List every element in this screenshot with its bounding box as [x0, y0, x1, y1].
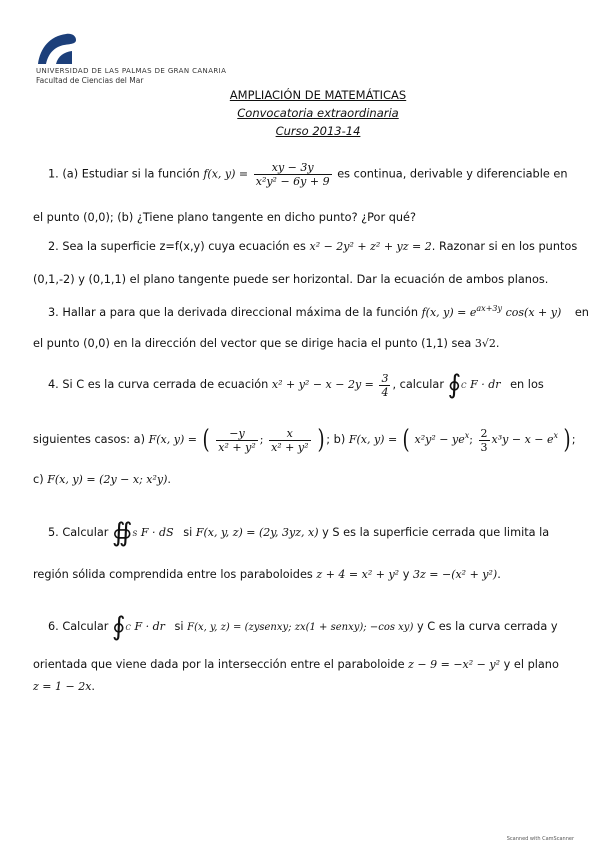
exam-subtitle: Convocatoria extraordinaria	[237, 106, 399, 120]
p1-lead: 1. (a) Estudiar si la función	[48, 167, 200, 181]
p5-and: y	[402, 568, 410, 581]
contour-integral-icon: ∮	[112, 612, 126, 642]
problem-3-line-1	[48, 304, 589, 319]
p4-a-num2: x	[269, 427, 310, 441]
p4-lead: 4. Si C es la curva cerrada de ecuación	[48, 378, 269, 391]
p5-si: si	[183, 526, 193, 539]
p4-b-sep: ;	[469, 433, 473, 446]
problem-5-line-1	[48, 518, 549, 548]
problem-6-line-1	[48, 612, 558, 642]
p4-b-part1: x²y² − ye	[414, 433, 465, 446]
p4-b-num: 2	[480, 426, 488, 440]
p5-integrand: F · dS	[140, 526, 174, 539]
problem-6-line-3	[33, 680, 95, 693]
p3-tail: en	[574, 305, 589, 319]
p4-integrand: F · dr	[470, 378, 501, 391]
p4-a-frac1	[216, 427, 257, 454]
problem-1-line-1	[48, 161, 568, 188]
p3-func: f(x, y) = e	[421, 305, 477, 319]
p3-end: .	[495, 337, 500, 350]
p6-tail: y C es la curva cerrada y	[416, 620, 558, 633]
p4-eq: x² + y² − x − 2y =	[271, 378, 374, 391]
problem-4-line-3	[33, 473, 171, 486]
p4-a-num1: −y	[216, 427, 257, 441]
problem-4-line-1	[48, 370, 544, 400]
p3-exp: ax+3y	[476, 304, 502, 313]
exam-title: AMPLIACIÓN DE MATEMÁTICAS	[229, 88, 407, 102]
p4-b-end: ;	[571, 433, 576, 446]
p5-end: .	[497, 568, 501, 581]
problem-3-line-2	[33, 337, 499, 350]
p4-a-sep: ;	[259, 433, 264, 446]
p4-frac-num: 3	[381, 371, 389, 385]
p1-den: x²y² − 6y + 9	[255, 175, 330, 188]
p2-eq: x² − 2y² + z² + yz = 2	[309, 240, 432, 253]
p4-c-lhs: F(x, y) =	[47, 473, 96, 486]
university-logo	[34, 30, 78, 66]
p1-tail: es continua, derivable y diferenciable en	[337, 167, 568, 181]
p4-tail: en los	[510, 378, 544, 391]
p5-lead: 5. Calcular	[48, 526, 109, 539]
p3-line2: el punto (0,0) en la dirección del vector que se dirige hacia el punto (1,1) sea	[33, 337, 472, 350]
exam-course: Curso 2013-14	[275, 124, 361, 138]
p4-a-frac2	[269, 427, 310, 454]
p5-line2: región sólida comprendida entre los paraboloides	[33, 568, 313, 581]
p4-c-lead: c)	[33, 473, 44, 486]
problem-2-line-2: (0,1,-2) y (0,1,1) el plano tangente puede ser horizontal. Dar la ecuación de ambos planos.	[33, 273, 549, 286]
p3-value: 3√2	[474, 337, 496, 350]
p4-a-lhs: F(x, y) =	[148, 433, 197, 446]
problem-1-line-2: el punto (0,0); (b) ¿Tiene plano tangente en dicho punto? ¿Por qué?	[33, 211, 416, 224]
p2-lead: 2. Sea la superficie z=f(x,y) cuya ecuación es	[48, 240, 306, 253]
p4-b-den: 3	[480, 440, 488, 454]
p5-sub: S	[132, 530, 138, 538]
faculty-name: Facultad de Ciencias del Mar	[36, 76, 144, 85]
p6-integrand: F · dr	[134, 620, 165, 633]
p6-and: y el plano	[503, 658, 559, 671]
p6-end: .	[91, 680, 96, 693]
p6-si: si	[174, 620, 184, 633]
university-name: UNIVERSIDAD DE LAS PALMAS DE GRAN CANARIA	[36, 67, 227, 75]
p4-b-part2: x³y − x − e	[491, 433, 554, 446]
p6-func: F(x, y, z) = (zysenxy; zx(1 + senxy); −cos xy)	[187, 622, 414, 633]
right-paren-icon: )	[317, 425, 325, 455]
p6-line2: orientada que viene dada por la intersección entre el paraboloide	[33, 658, 405, 671]
problem-2-line-1	[48, 240, 577, 253]
p3-rest: cos(x + y)	[505, 305, 562, 319]
p4-b-lhs: F(x, y) =	[348, 433, 398, 446]
left-paren-icon: (	[402, 425, 410, 455]
p1-num: xy − 3y	[254, 161, 332, 175]
p6-eq1: z − 9 = −x² − y²	[408, 658, 501, 671]
p3-lead: 3. Hallar a para que la derivada direccional máxima de la función	[48, 305, 419, 319]
problem-6-line-2	[33, 658, 559, 671]
p6-sub: C	[125, 624, 131, 632]
p4-frac-den: 4	[381, 385, 389, 399]
p4-a-den2: x² + y²	[271, 440, 309, 454]
p4-b-lead: ; b)	[326, 433, 346, 446]
p6-lead: 6. Calcular	[48, 620, 109, 633]
problem-5-line-2	[33, 568, 501, 581]
p1-fraction	[254, 161, 332, 188]
p5-eq2: 3z = −(x² + y²)	[412, 568, 498, 581]
p1-func: f(x, y) =	[203, 167, 249, 181]
p4-b-frac	[479, 427, 490, 454]
p4-a-den1: x² + y²	[218, 440, 256, 454]
p4-sub: C	[461, 382, 467, 390]
p4-line2-lead: siguientes casos: a)	[33, 433, 146, 446]
contour-integral-icon: ∮	[447, 370, 462, 400]
problem-4-line-2	[33, 425, 576, 455]
scanner-watermark: Scanned with CamScanner	[506, 836, 574, 842]
p5-func: F(x, y, z) = (2y, 3yz, x)	[195, 526, 319, 539]
right-paren-icon: )	[563, 425, 571, 455]
p4-fraction	[379, 372, 390, 399]
p5-tail: y S es la superficie cerrada que limita la	[322, 526, 550, 539]
surface-integral-icon: ∯	[112, 518, 133, 548]
p4-c-body: (2y − x; x²y)	[99, 473, 168, 486]
p4-c-end: .	[167, 473, 171, 486]
p5-eq1: z + 4 = x² + y²	[316, 568, 400, 581]
p4-mid: , calcular	[392, 378, 444, 391]
left-paren-icon: (	[202, 425, 210, 455]
p2-tail: . Razonar si en los puntos	[431, 240, 578, 253]
p4-b-exp1: x	[464, 431, 470, 441]
p6-line3: z = 1 − 2x	[33, 680, 92, 693]
p4-b-exp2: x	[553, 431, 559, 441]
